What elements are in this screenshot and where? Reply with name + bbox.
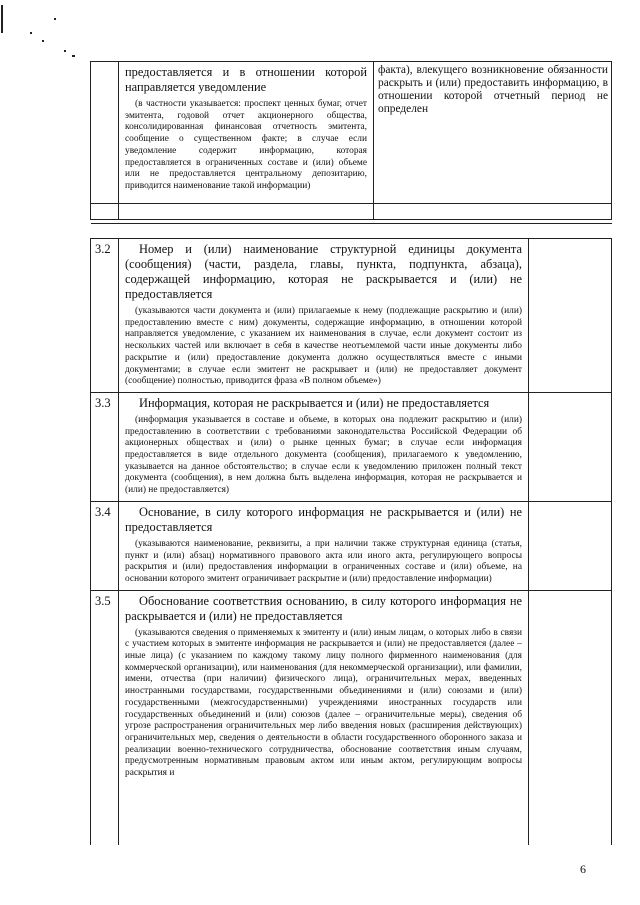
row-number: 3.5 bbox=[91, 590, 119, 845]
row-note: (информация указывается в составе и объеме, в которых она подлежит раскрытию и (или) предоставлению в соответствии с требованиями законодательства Российской Федерации об акционерных обществах и (или) о рынке ценных бумаг; в случае если информация предоставляется в виде отдельного документа (сообщения), прилагаемого к уведомлению, указывается на данное обстоятельство; в случае если к уведомлению приложен полный текст документа (сообщения), в нем должна быть выделена информация, которая не раскрывается и (или) не предоставляется) bbox=[125, 414, 522, 496]
row-note: (указываются наименование, реквизиты, а при наличии также структурная единица (статья, пункт и (или) абзац) нормативного правового акта или иного акта, регулирующего вопросы раскрытия и (или) предоставления информации в ограниченных составе и (или) объеме, на основании которого эмитент ограничивает раскрытие и (или) предоставление информации) bbox=[125, 538, 522, 584]
scan-specks bbox=[0, 0, 80, 60]
table-row bbox=[91, 590, 612, 845]
table-row bbox=[91, 239, 612, 393]
page-number: 6 bbox=[580, 862, 586, 876]
row-number: 3.4 bbox=[91, 501, 119, 590]
row-heading: Обоснование соответствия основанию, в силу которого информация не раскрывается и (или) не предоставляется bbox=[125, 593, 522, 623]
table-row bbox=[91, 204, 612, 220]
row-heading: Номер и (или) наименование структурной единицы документа (сообщения) (части, раздела, главы, пункта, подпункта, абзаца), содержащей информацию, которая не раскрывается и (или) не предоставляется bbox=[125, 242, 522, 301]
row-content-cell bbox=[119, 239, 529, 393]
row-content-cell bbox=[119, 204, 374, 220]
row-content-cell bbox=[119, 501, 529, 590]
row-number-cell bbox=[91, 62, 119, 204]
document-table-lower bbox=[90, 238, 612, 845]
spacer-row bbox=[91, 220, 612, 224]
row-value-cell bbox=[374, 204, 612, 220]
table-row bbox=[91, 501, 612, 590]
row-value-cell bbox=[529, 392, 612, 501]
table-row bbox=[91, 392, 612, 501]
row-number-cell bbox=[91, 204, 119, 220]
table-row bbox=[91, 62, 612, 204]
row-value-cell bbox=[529, 590, 612, 845]
row-heading: предоставляется и в отношении которой направляется уведомление bbox=[125, 65, 367, 94]
row-heading: Основание, в силу которого информация не раскрывается и (или) не предоставляется bbox=[125, 504, 522, 534]
row-note: (в частности указывается: проспект ценных бумаг, отчет эмитента, годовой отчет акционерного общества, консолидированная финансовая отчетность эмитента, сообщение о существенном факте; в случае если уведомление содержит информацию, которая предоставляется в ограниченных составе и (или) объеме или не предоставляется центральному депозитарию, приводится наименование такой информации) bbox=[125, 99, 367, 191]
row-content-cell bbox=[119, 590, 529, 845]
row-note: (указываются сведения о применяемых к эмитенту и (или) иным лицам, о которых либо в связи с участием которых в эмитенте информация не раскрывается и (или) не предоставляется (далее – иные лица) (с указанием по каждому такому лицу полного фирменного наименования (для коммерческой организации), или наименования (для некоммерческой организации), или фамилии, имени, отчества (при наличии) физического лица), ограничительных мерах, введенных иностранными государствами, государственными объединениями и (или) союзами и (или) государственными (межгосударственными) учреждениями иностранных государств или государственных объединений и (или) союзов (далее – ограничительные меры), сведения об угрозе распространения ограничительных мер либо введения новых (расширения действующих) ограничительных мер, сведения о деятельности в области государственного оборонного заказа и реализации военно-технического сотрудничества, обоснование соответствия иным случаям, предусмотренным нормативным правовым актом или иным актом, регулирующим вопросы раскрытия и bbox=[125, 627, 522, 779]
row-content-cell bbox=[119, 392, 529, 501]
row-heading: Информация, которая не раскрывается и (или) не предоставляется bbox=[139, 395, 490, 410]
row-number: 3.2 bbox=[91, 239, 119, 393]
row-value-cell bbox=[529, 239, 612, 393]
row-number: 3.3 bbox=[91, 392, 119, 501]
row-content-cell bbox=[119, 62, 374, 204]
row-value-cell: факта), влекущего возникновение обязанности раскрыть и (или) предоставить информацию, в отношении которой отчетный период не определен bbox=[374, 62, 612, 204]
row-note: (указываются части документа и (или) прилагаемые к нему (подлежащие раскрытию и (или) предоставлению вместе с ним) документы, содержащие информацию, в отношении которой направляется уведомление, с указанием их наименования в случае, если документ состоит из нескольких частей или включает в себя в качестве неотъемлемой части иные документы либо раскрытие и (или) предоставление документа должно осуществляться вместе с иными документами; в случае если эмитент не раскрывает и (или) не предоставляет документ (сообщение) полностью, приводится фраза «В полном объеме») bbox=[125, 306, 522, 387]
table-row bbox=[91, 220, 612, 224]
document-table bbox=[90, 61, 612, 224]
row-value-cell bbox=[529, 501, 612, 590]
